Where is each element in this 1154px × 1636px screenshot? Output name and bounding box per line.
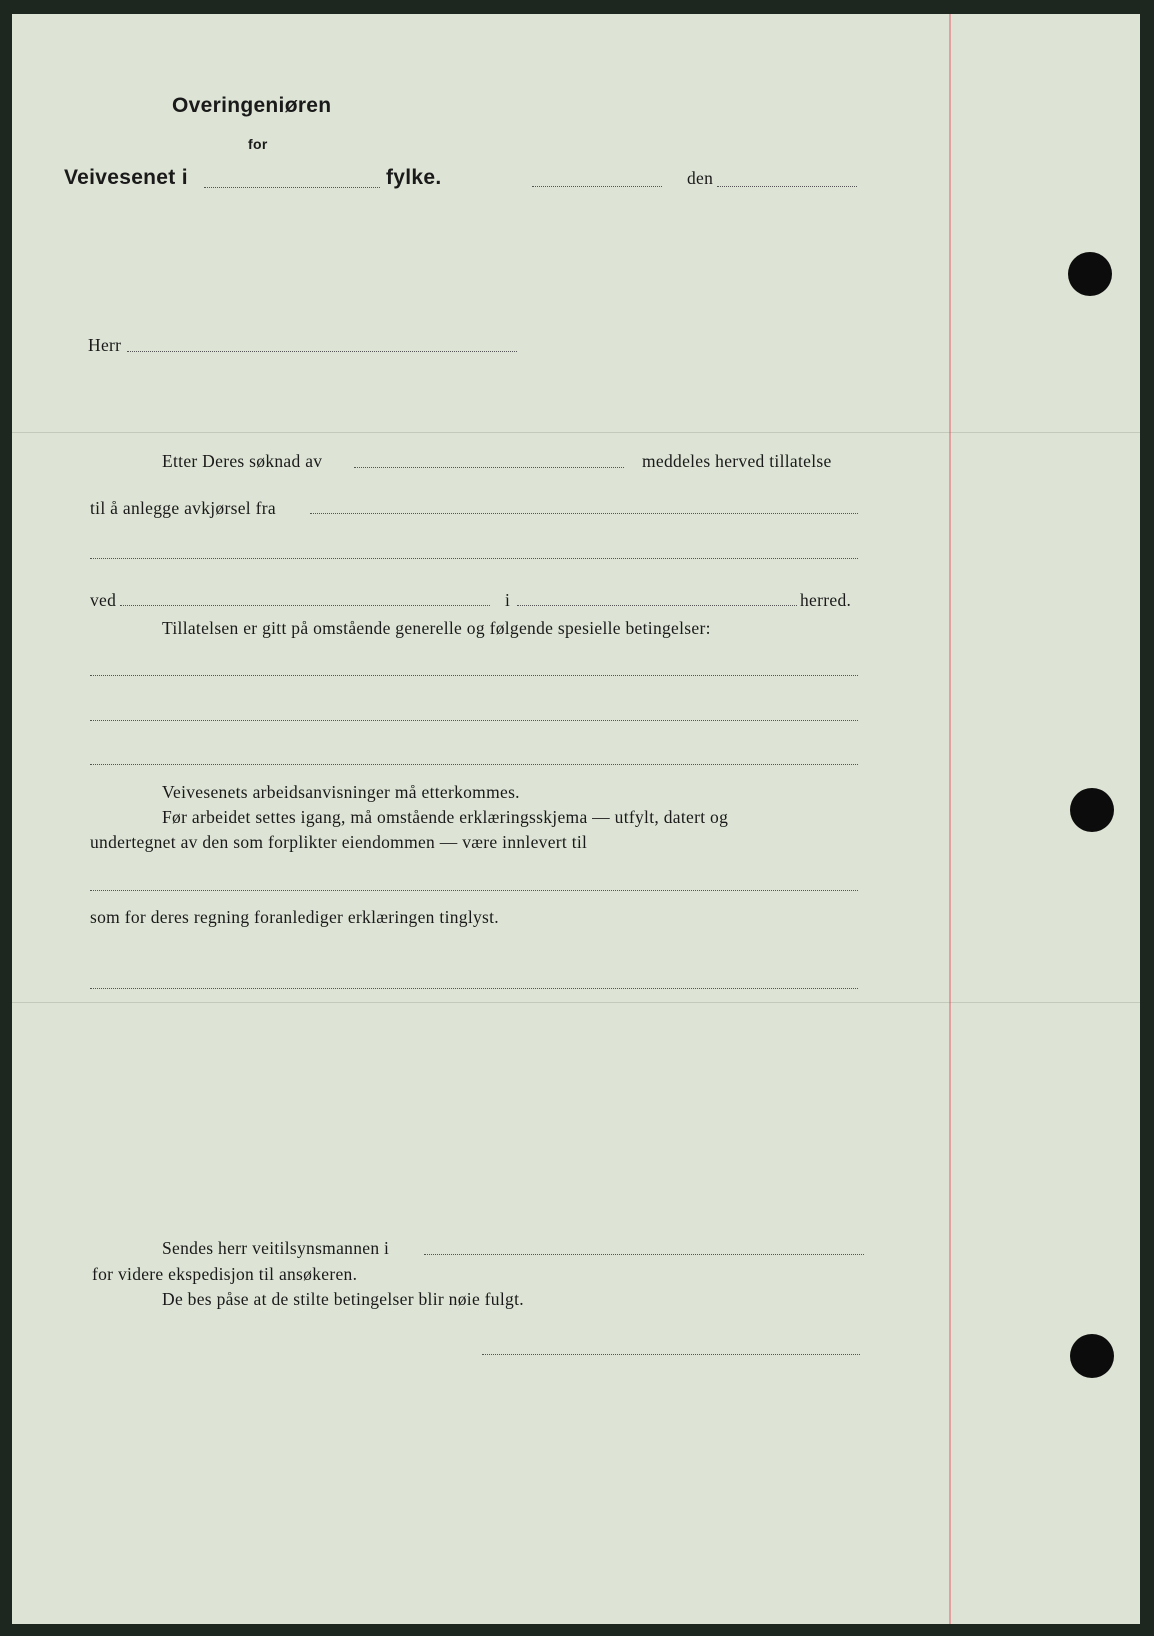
condition-line[interactable] (90, 764, 858, 765)
den-label: den (687, 168, 714, 188)
signature-line[interactable] (482, 1354, 860, 1355)
ved-label: ved (90, 590, 117, 610)
punch-hole (1068, 252, 1112, 296)
condition-line[interactable] (90, 675, 858, 676)
veitilsyn-field[interactable] (424, 1254, 864, 1255)
condition-line[interactable] (90, 720, 858, 721)
margin-line (949, 14, 951, 1624)
herr-field[interactable] (127, 351, 517, 352)
etter-label: Etter Deres søknad av (162, 451, 323, 471)
tillatelsen-text: Tillatelsen er gitt på omstående generelle og følgende spesielle betingelser: (162, 618, 711, 638)
herred-field[interactable] (517, 605, 797, 606)
blank-line[interactable] (90, 988, 858, 989)
fylke-field[interactable] (204, 187, 380, 188)
sendes-text: Sendes herr veitilsynsmannen i (162, 1238, 390, 1258)
fold-crease (12, 1002, 1140, 1003)
undertegnet-text: undertegnet av den som forplikter eiendommen — være innlevert til (90, 832, 588, 852)
videre-text: for videre ekspedisjon til ansøkeren. (92, 1264, 358, 1284)
date-field[interactable] (717, 186, 857, 187)
regning-text: som for deres regning foranlediger erklæringen tinglyst. (90, 907, 499, 927)
for-arbeid-text: Før arbeidet settes igang, må omstående erklæringsskjema — utfylt, datert og (162, 807, 729, 827)
punch-hole (1070, 788, 1114, 832)
avkjorsel-field[interactable] (310, 513, 858, 514)
ved-field[interactable] (120, 605, 490, 606)
bes-text: De bes påse at de stilte betingelser blir nøie fulgt. (162, 1289, 524, 1309)
herr-label: Herr (88, 335, 122, 355)
arbeid-text: Veivesenets arbeidsanvisninger må etterkommes. (162, 782, 520, 802)
heading-veivesenet: Veivesenet i (64, 166, 188, 189)
herred-label: herred. (800, 590, 852, 610)
heading-overingenioren: Overingeniøren (172, 94, 332, 117)
i-label: i (505, 590, 511, 610)
heading-for: for (248, 136, 268, 152)
innlevert-line[interactable] (90, 890, 858, 891)
place-field[interactable] (532, 186, 662, 187)
meddeles-label: meddeles herved tillatelse (642, 451, 832, 471)
soknad-date-field[interactable] (354, 467, 624, 468)
fold-crease (12, 432, 1140, 433)
blank-line[interactable] (90, 558, 858, 559)
punch-hole (1070, 1334, 1114, 1378)
document-page (12, 14, 1140, 1624)
til-label: til å anlegge avkjørsel fra (90, 498, 276, 518)
heading-fylke: fylke. (386, 166, 442, 189)
